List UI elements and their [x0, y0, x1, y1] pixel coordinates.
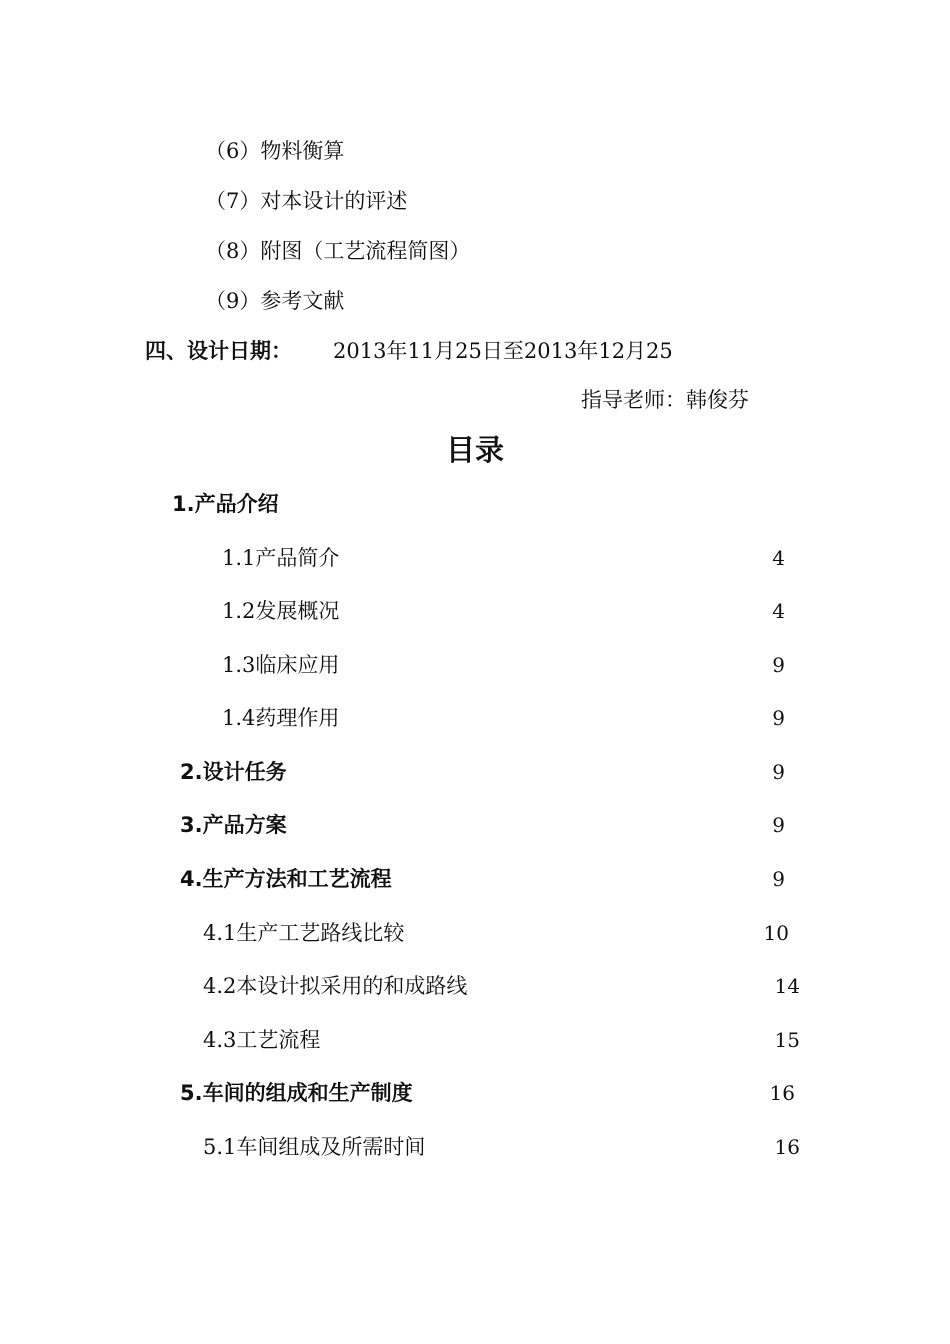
- requirement-item-9: （9）参考文献: [205, 289, 345, 313]
- design-date-label: 四、设计日期：: [145, 339, 292, 363]
- toc-entry-1: 1.产品介绍: [172, 492, 279, 516]
- toc-page-1-3: 9: [772, 653, 785, 677]
- toc-page-4: 9: [772, 867, 785, 891]
- toc-page-1-1: 4: [772, 546, 785, 570]
- toc-entry-5-1: 5.1车间组成及所需时间: [203, 1135, 426, 1159]
- toc-title: 目录: [445, 433, 504, 467]
- toc-entry-1-2: 1.2发展概况: [222, 599, 340, 623]
- toc-page-3: 9: [772, 813, 785, 837]
- requirement-item-8: （8）附图（工艺流程简图）: [205, 239, 471, 263]
- toc-page-1-2: 4: [772, 599, 785, 623]
- requirement-item-6: （6）物料衡算: [205, 139, 345, 163]
- toc-entry-4-3: 4.3工艺流程: [203, 1028, 321, 1052]
- toc-entry-3: 3.产品方案: [180, 813, 287, 837]
- toc-entry-4: 4.生产方法和工艺流程: [180, 867, 392, 891]
- toc-page-1-4: 9: [772, 706, 785, 730]
- toc-entry-4-2: 4.2本设计拟采用的和成路线: [203, 974, 468, 998]
- toc-page-4-2: 14: [774, 974, 800, 998]
- toc-entry-1-1: 1.1产品简介: [222, 546, 340, 570]
- requirement-item-7: （7）对本设计的评述: [205, 189, 408, 213]
- toc-page-4-3: 15: [774, 1028, 800, 1052]
- toc-entry-2: 2.设计任务: [180, 760, 287, 784]
- toc-entry-1-3: 1.3临床应用: [222, 653, 340, 677]
- toc-page-2: 9: [772, 760, 785, 784]
- toc-page-4-1: 10: [763, 921, 789, 945]
- toc-entry-1-4: 1.4药理作用: [222, 706, 340, 730]
- toc-entry-5: 5.车间的组成和生产制度: [180, 1081, 413, 1105]
- toc-entry-4-1: 4.1生产工艺路线比较: [203, 921, 405, 945]
- toc-page-5-1: 16: [774, 1135, 800, 1159]
- toc-page-5: 16: [769, 1081, 795, 1105]
- advisor-signature-line: 指导老师：韩俊芬: [581, 388, 749, 412]
- design-date-value: 2013年11月25日至2013年12月25: [333, 339, 673, 363]
